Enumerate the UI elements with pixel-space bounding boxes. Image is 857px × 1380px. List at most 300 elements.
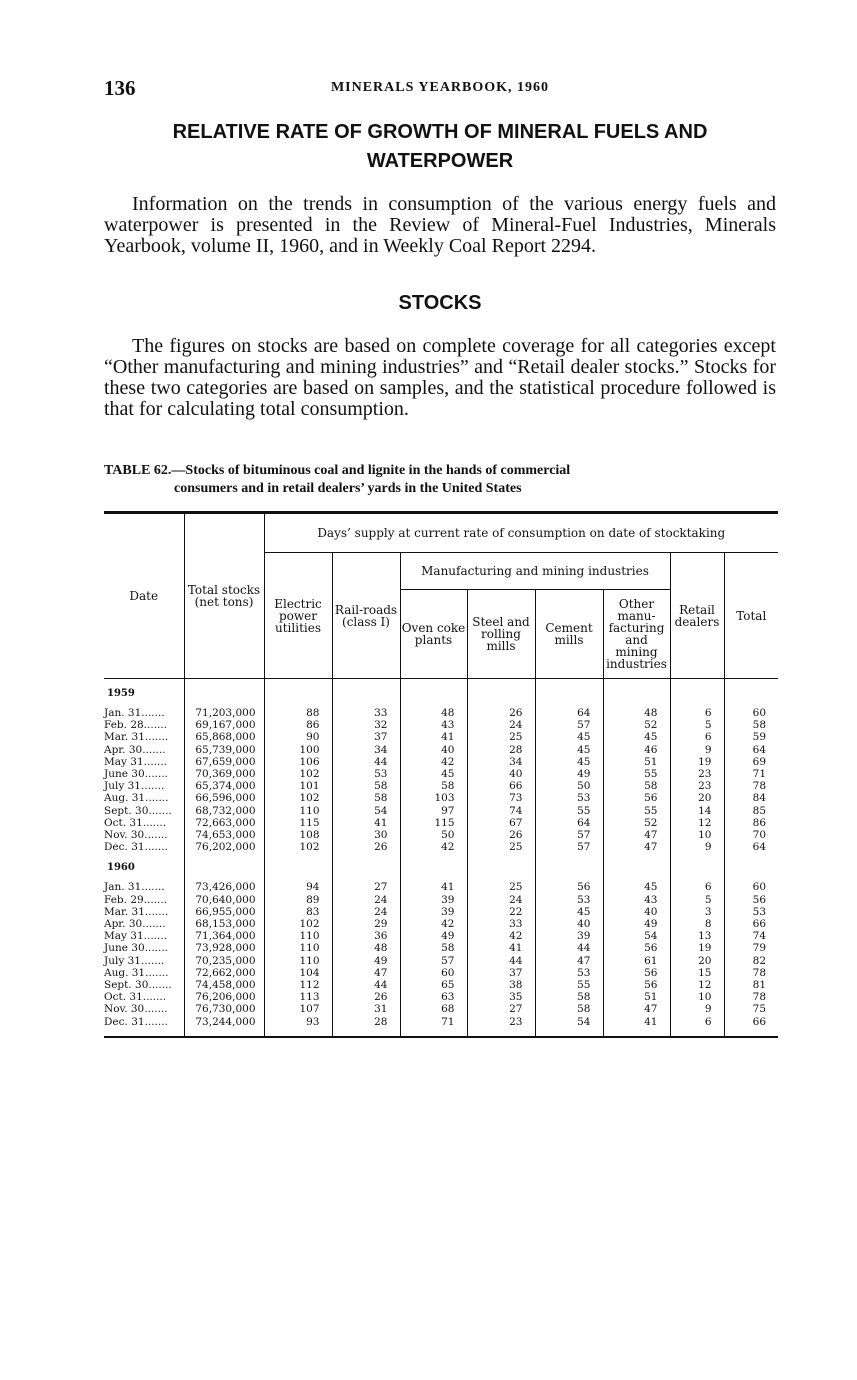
value-cell: 34 — [467, 756, 535, 768]
value-cell: 40 — [535, 918, 603, 930]
value-cell: 9 — [670, 841, 724, 853]
value-cell: 48 — [400, 707, 467, 719]
value-cell: 13 — [670, 930, 724, 942]
value-cell: 58 — [332, 792, 400, 804]
value-cell: 51 — [603, 756, 670, 768]
value-cell: 25 — [467, 881, 535, 893]
value-cell: 39 — [400, 894, 467, 906]
value-cell: 6 — [670, 731, 724, 743]
value-cell: 3 — [670, 906, 724, 918]
value-cell: 57 — [535, 841, 603, 853]
date-cell: July 31....... — [104, 780, 165, 793]
value-cell: 65,868,000 — [184, 731, 264, 743]
value-cell: 50 — [535, 780, 603, 792]
value-cell: 78 — [724, 780, 778, 792]
value-cell: 56 — [603, 792, 670, 804]
value-cell: 48 — [603, 707, 670, 719]
value-cell: 102 — [264, 841, 332, 853]
value-cell: 58 — [724, 719, 778, 731]
value-cell: 65,374,000 — [184, 780, 264, 792]
empty-cell — [184, 679, 264, 708]
value-cell: 41 — [467, 942, 535, 954]
empty-cell — [104, 1028, 184, 1037]
value-cell: 24 — [332, 906, 400, 918]
value-cell: 83 — [264, 906, 332, 918]
empty-cell — [724, 853, 778, 881]
table-row — [104, 780, 778, 792]
value-cell: 84 — [724, 792, 778, 804]
value-cell: 55 — [603, 805, 670, 817]
value-cell: 110 — [264, 942, 332, 954]
value-cell: 47 — [603, 1003, 670, 1015]
value-cell: 102 — [264, 792, 332, 804]
value-cell: 110 — [264, 930, 332, 942]
page-number: 136 — [104, 76, 136, 100]
header-date: Date — [104, 513, 184, 679]
header-total-stocks: Total stocks (net tons) — [184, 513, 264, 679]
value-cell: 20 — [670, 955, 724, 967]
value-cell: 31 — [332, 1003, 400, 1015]
value-cell: 81 — [724, 979, 778, 991]
value-cell: 63 — [400, 991, 467, 1003]
value-cell: 88 — [264, 707, 332, 719]
date-cell: Dec. 31....... — [104, 841, 168, 854]
date-cell: Aug. 31....... — [104, 966, 169, 979]
value-cell: 53 — [535, 894, 603, 906]
header-oven-coke: Oven coke plants — [400, 590, 467, 679]
value-cell: 70,235,000 — [184, 955, 264, 967]
date-cell: Sept. 30....... — [104, 804, 172, 817]
table-row — [104, 942, 778, 954]
value-cell: 36 — [332, 930, 400, 942]
value-cell: 38 — [467, 979, 535, 991]
value-cell: 60 — [724, 881, 778, 893]
stocks-table — [104, 511, 778, 1038]
empty-cell — [724, 1028, 778, 1037]
caption-line-2: consumers and in retail dealers’ yards in the United States — [174, 481, 522, 496]
table-row — [104, 918, 778, 930]
value-cell: 5 — [670, 894, 724, 906]
value-cell: 54 — [535, 1016, 603, 1028]
value-cell: 20 — [670, 792, 724, 804]
value-cell: 15 — [670, 967, 724, 979]
table-caption — [104, 462, 776, 498]
value-cell: 115 — [400, 817, 467, 829]
value-cell: 106 — [264, 756, 332, 768]
date-cell: June 30....... — [104, 942, 169, 955]
value-cell: 33 — [467, 918, 535, 930]
value-cell: 73,426,000 — [184, 881, 264, 893]
value-cell: 110 — [264, 955, 332, 967]
value-cell: 60 — [724, 707, 778, 719]
value-cell: 42 — [400, 756, 467, 768]
value-cell: 6 — [670, 1016, 724, 1028]
value-cell: 73 — [467, 792, 535, 804]
header-steel: Steel and rolling mills — [467, 590, 535, 679]
value-cell: 41 — [400, 731, 467, 743]
caption-line-1: TABLE 62.—Stocks of bituminous coal and lignite in the hands of commercial — [104, 463, 571, 478]
value-cell: 40 — [400, 744, 467, 756]
heading-line-2: WATERPOWER — [366, 150, 514, 172]
table-row — [104, 1003, 778, 1015]
value-cell: 51 — [603, 991, 670, 1003]
value-cell: 74,458,000 — [184, 979, 264, 991]
table-spacer — [104, 1028, 778, 1037]
value-cell: 44 — [332, 756, 400, 768]
empty-cell — [264, 1028, 332, 1037]
value-cell: 57 — [535, 829, 603, 841]
value-cell: 49 — [535, 768, 603, 780]
empty-cell — [724, 679, 778, 708]
value-cell: 65,739,000 — [184, 744, 264, 756]
empty-cell — [184, 853, 264, 881]
value-cell: 90 — [264, 731, 332, 743]
value-cell: 75 — [724, 1003, 778, 1015]
empty-cell — [603, 1028, 670, 1037]
value-cell: 48 — [332, 942, 400, 954]
value-cell: 49 — [400, 930, 467, 942]
value-cell: 55 — [535, 979, 603, 991]
date-cell: July 31....... — [104, 954, 165, 967]
value-cell: 68,732,000 — [184, 805, 264, 817]
table-row — [104, 744, 778, 756]
value-cell: 45 — [535, 756, 603, 768]
value-cell: 25 — [467, 731, 535, 743]
value-cell: 70 — [724, 829, 778, 841]
value-cell: 115 — [264, 817, 332, 829]
value-cell: 29 — [332, 918, 400, 930]
value-cell: 45 — [400, 768, 467, 780]
table-row — [104, 881, 778, 893]
value-cell: 56 — [603, 979, 670, 991]
value-cell: 54 — [603, 930, 670, 942]
date-cell: Nov. 30....... — [104, 1003, 168, 1016]
value-cell: 40 — [467, 768, 535, 780]
value-cell: 71,364,000 — [184, 930, 264, 942]
empty-cell — [467, 1028, 535, 1037]
value-cell: 61 — [603, 955, 670, 967]
year-row-1959 — [104, 679, 778, 708]
value-cell: 56 — [724, 894, 778, 906]
value-cell: 58 — [400, 942, 467, 954]
date-cell: Sept. 30....... — [104, 979, 172, 992]
value-cell: 30 — [332, 829, 400, 841]
empty-cell — [400, 853, 467, 881]
table-row — [104, 792, 778, 804]
value-cell: 26 — [467, 707, 535, 719]
date-cell: Mar. 31....... — [104, 731, 169, 744]
value-cell: 45 — [603, 731, 670, 743]
heading-line-1: RELATIVE RATE OF GROWTH OF MINERAL FUELS AND — [172, 121, 708, 143]
value-cell: 24 — [332, 894, 400, 906]
value-cell: 33 — [332, 707, 400, 719]
table-row — [104, 894, 778, 906]
value-cell: 70,369,000 — [184, 768, 264, 780]
value-cell: 24 — [467, 719, 535, 731]
value-cell: 9 — [670, 1003, 724, 1015]
value-cell: 100 — [264, 744, 332, 756]
value-cell: 53 — [332, 768, 400, 780]
value-cell: 19 — [670, 756, 724, 768]
header-cement: Cement mills — [535, 590, 603, 679]
value-cell: 23 — [670, 780, 724, 792]
value-cell: 27 — [332, 881, 400, 893]
date-cell: Jan. 31....... — [104, 707, 165, 719]
value-cell: 102 — [264, 918, 332, 930]
table-row — [104, 805, 778, 817]
value-cell: 42 — [467, 930, 535, 942]
date-cell: Aug. 31....... — [104, 792, 169, 805]
empty-cell — [670, 679, 724, 708]
value-cell: 108 — [264, 829, 332, 841]
value-cell: 86 — [264, 719, 332, 731]
value-cell: 44 — [535, 942, 603, 954]
value-cell: 28 — [332, 1016, 400, 1028]
value-cell: 72,662,000 — [184, 967, 264, 979]
value-cell: 107 — [264, 1003, 332, 1015]
date-cell: Apr. 30....... — [104, 743, 166, 756]
date-cell: Mar. 31....... — [104, 905, 169, 918]
value-cell: 102 — [264, 768, 332, 780]
value-cell: 14 — [670, 805, 724, 817]
value-cell: 66,596,000 — [184, 792, 264, 804]
value-cell: 73,244,000 — [184, 1016, 264, 1028]
stocks-paragraph: The figures on stocks are based on complete coverage for all categories except “Other manufacturing and mining industries” and “Retail dealer stocks.” Stocks for these two categories are based on samples, and the statistical procedure followed is that for calculating total consumption. — [104, 335, 776, 420]
value-cell: 23 — [670, 768, 724, 780]
value-cell: 86 — [724, 817, 778, 829]
value-cell: 56 — [535, 881, 603, 893]
value-cell: 66 — [467, 780, 535, 792]
value-cell: 78 — [724, 991, 778, 1003]
table-row — [104, 829, 778, 841]
date-cell: Apr. 30....... — [104, 918, 166, 931]
value-cell: 55 — [603, 768, 670, 780]
empty-cell — [332, 853, 400, 881]
value-cell: 47 — [603, 841, 670, 853]
value-cell: 69,167,000 — [184, 719, 264, 731]
value-cell: 74,653,000 — [184, 829, 264, 841]
value-cell: 43 — [603, 894, 670, 906]
value-cell: 6 — [670, 881, 724, 893]
value-cell: 56 — [603, 942, 670, 954]
value-cell: 49 — [332, 955, 400, 967]
value-cell: 103 — [400, 792, 467, 804]
value-cell: 50 — [400, 829, 467, 841]
table-row — [104, 967, 778, 979]
value-cell: 25 — [467, 841, 535, 853]
table-row — [104, 756, 778, 768]
table-row — [104, 991, 778, 1003]
value-cell: 94 — [264, 881, 332, 893]
value-cell: 68,153,000 — [184, 918, 264, 930]
header-other-mfg: Other manu-facturing and mining industries — [603, 590, 670, 679]
value-cell: 70,640,000 — [184, 894, 264, 906]
value-cell: 73,928,000 — [184, 942, 264, 954]
value-cell: 6 — [670, 707, 724, 719]
year-row-1960 — [104, 853, 778, 881]
value-cell: 53 — [535, 967, 603, 979]
table-row — [104, 719, 778, 731]
value-cell: 12 — [670, 817, 724, 829]
value-cell: 44 — [332, 979, 400, 991]
value-cell: 58 — [603, 780, 670, 792]
value-cell: 64 — [535, 707, 603, 719]
value-cell: 28 — [467, 744, 535, 756]
empty-cell — [535, 679, 603, 708]
value-cell: 74 — [467, 805, 535, 817]
value-cell: 8 — [670, 918, 724, 930]
value-cell: 26 — [467, 829, 535, 841]
value-cell: 58 — [332, 780, 400, 792]
value-cell: 12 — [670, 979, 724, 991]
value-cell: 46 — [603, 744, 670, 756]
value-cell: 76,202,000 — [184, 841, 264, 853]
date-cell: Feb. 28....... — [104, 719, 168, 732]
empty-cell — [184, 1028, 264, 1037]
value-cell: 64 — [535, 817, 603, 829]
running-title: MINERALS YEARBOOK, 1960 — [330, 80, 550, 95]
header-manufacturing: Manufacturing and mining industries — [400, 553, 670, 590]
value-cell: 101 — [264, 780, 332, 792]
growth-paragraph: Information on the trends in consumption of the various energy fuels and waterpower is presented in the Review of Mineral-Fuel Industries, Minerals Yearbook, volume II, 1960, and in Weekly Coal Report 2294. — [104, 193, 776, 257]
value-cell: 40 — [603, 906, 670, 918]
value-cell: 45 — [535, 744, 603, 756]
value-cell: 57 — [400, 955, 467, 967]
value-cell: 113 — [264, 991, 332, 1003]
value-cell: 26 — [332, 841, 400, 853]
value-cell: 71 — [724, 768, 778, 780]
value-cell: 67 — [467, 817, 535, 829]
value-cell: 42 — [400, 918, 467, 930]
value-cell: 44 — [467, 955, 535, 967]
empty-cell — [535, 1028, 603, 1037]
empty-cell — [603, 679, 670, 708]
header-days-supply: Days’ supply at current rate of consumption on date of stocktaking — [264, 513, 778, 553]
date-cell: Jan. 31....... — [104, 881, 165, 894]
value-cell: 110 — [264, 805, 332, 817]
value-cell: 45 — [603, 881, 670, 893]
value-cell: 65 — [400, 979, 467, 991]
date-cell: Nov. 30....... — [104, 829, 168, 842]
value-cell: 53 — [724, 906, 778, 918]
empty-cell — [467, 679, 535, 708]
header-total: Total — [724, 553, 778, 679]
empty-cell — [670, 1028, 724, 1037]
empty-cell — [535, 853, 603, 881]
value-cell: 41 — [603, 1016, 670, 1028]
value-cell: 82 — [724, 955, 778, 967]
table-row — [104, 731, 778, 743]
value-cell: 19 — [670, 942, 724, 954]
page-header — [104, 76, 776, 100]
empty-cell — [264, 679, 332, 708]
table-row — [104, 707, 778, 719]
empty-cell — [400, 1028, 467, 1037]
value-cell: 104 — [264, 967, 332, 979]
header-railroads: Rail-roads (class I) — [332, 553, 400, 679]
value-cell: 69 — [724, 756, 778, 768]
value-cell: 37 — [332, 731, 400, 743]
table-row — [104, 979, 778, 991]
value-cell: 10 — [670, 991, 724, 1003]
value-cell: 39 — [400, 906, 467, 918]
value-cell: 58 — [535, 1003, 603, 1015]
value-cell: 23 — [467, 1016, 535, 1028]
table-row — [104, 1016, 778, 1028]
value-cell: 71,203,000 — [184, 707, 264, 719]
value-cell: 64 — [724, 744, 778, 756]
table-row — [104, 930, 778, 942]
table-row — [104, 841, 778, 853]
value-cell: 71 — [400, 1016, 467, 1028]
value-cell: 26 — [332, 991, 400, 1003]
date-cell: May 31....... — [104, 755, 168, 768]
value-cell: 47 — [332, 967, 400, 979]
date-cell: June 30....... — [104, 768, 169, 781]
value-cell: 34 — [332, 744, 400, 756]
section-heading-growth — [104, 118, 776, 176]
value-cell: 9 — [670, 744, 724, 756]
value-cell: 54 — [332, 805, 400, 817]
value-cell: 112 — [264, 979, 332, 991]
value-cell: 58 — [400, 780, 467, 792]
table-row — [104, 906, 778, 918]
table-row — [104, 817, 778, 829]
value-cell: 78 — [724, 967, 778, 979]
value-cell: 41 — [332, 817, 400, 829]
header-electric: Electric power utilities — [264, 553, 332, 679]
value-cell: 97 — [400, 805, 467, 817]
value-cell: 72,663,000 — [184, 817, 264, 829]
empty-cell — [332, 679, 400, 708]
value-cell: 45 — [535, 906, 603, 918]
date-cell: Oct. 31....... — [104, 991, 167, 1004]
value-cell: 89 — [264, 894, 332, 906]
value-cell: 41 — [400, 881, 467, 893]
empty-cell — [332, 1028, 400, 1037]
value-cell: 43 — [400, 719, 467, 731]
value-cell: 22 — [467, 906, 535, 918]
value-cell: 67,659,000 — [184, 756, 264, 768]
value-cell: 53 — [535, 792, 603, 804]
value-cell: 49 — [603, 918, 670, 930]
date-cell: Oct. 31....... — [104, 816, 167, 829]
value-cell: 60 — [400, 967, 467, 979]
value-cell: 74 — [724, 930, 778, 942]
value-cell: 57 — [535, 719, 603, 731]
value-cell: 47 — [603, 829, 670, 841]
value-cell: 66 — [724, 918, 778, 930]
value-cell: 42 — [400, 841, 467, 853]
value-cell: 45 — [535, 731, 603, 743]
value-cell: 85 — [724, 805, 778, 817]
value-cell: 59 — [724, 731, 778, 743]
empty-cell — [467, 853, 535, 881]
value-cell: 52 — [603, 817, 670, 829]
value-cell: 52 — [603, 719, 670, 731]
value-cell: 76,730,000 — [184, 1003, 264, 1015]
value-cell: 27 — [467, 1003, 535, 1015]
value-cell: 66,955,000 — [184, 906, 264, 918]
empty-cell — [670, 853, 724, 881]
value-cell: 56 — [603, 967, 670, 979]
table-row — [104, 768, 778, 780]
empty-cell — [603, 853, 670, 881]
value-cell: 68 — [400, 1003, 467, 1015]
value-cell: 79 — [724, 942, 778, 954]
date-cell: Feb. 29....... — [104, 893, 168, 906]
section-heading-stocks: STOCKS — [398, 292, 482, 314]
